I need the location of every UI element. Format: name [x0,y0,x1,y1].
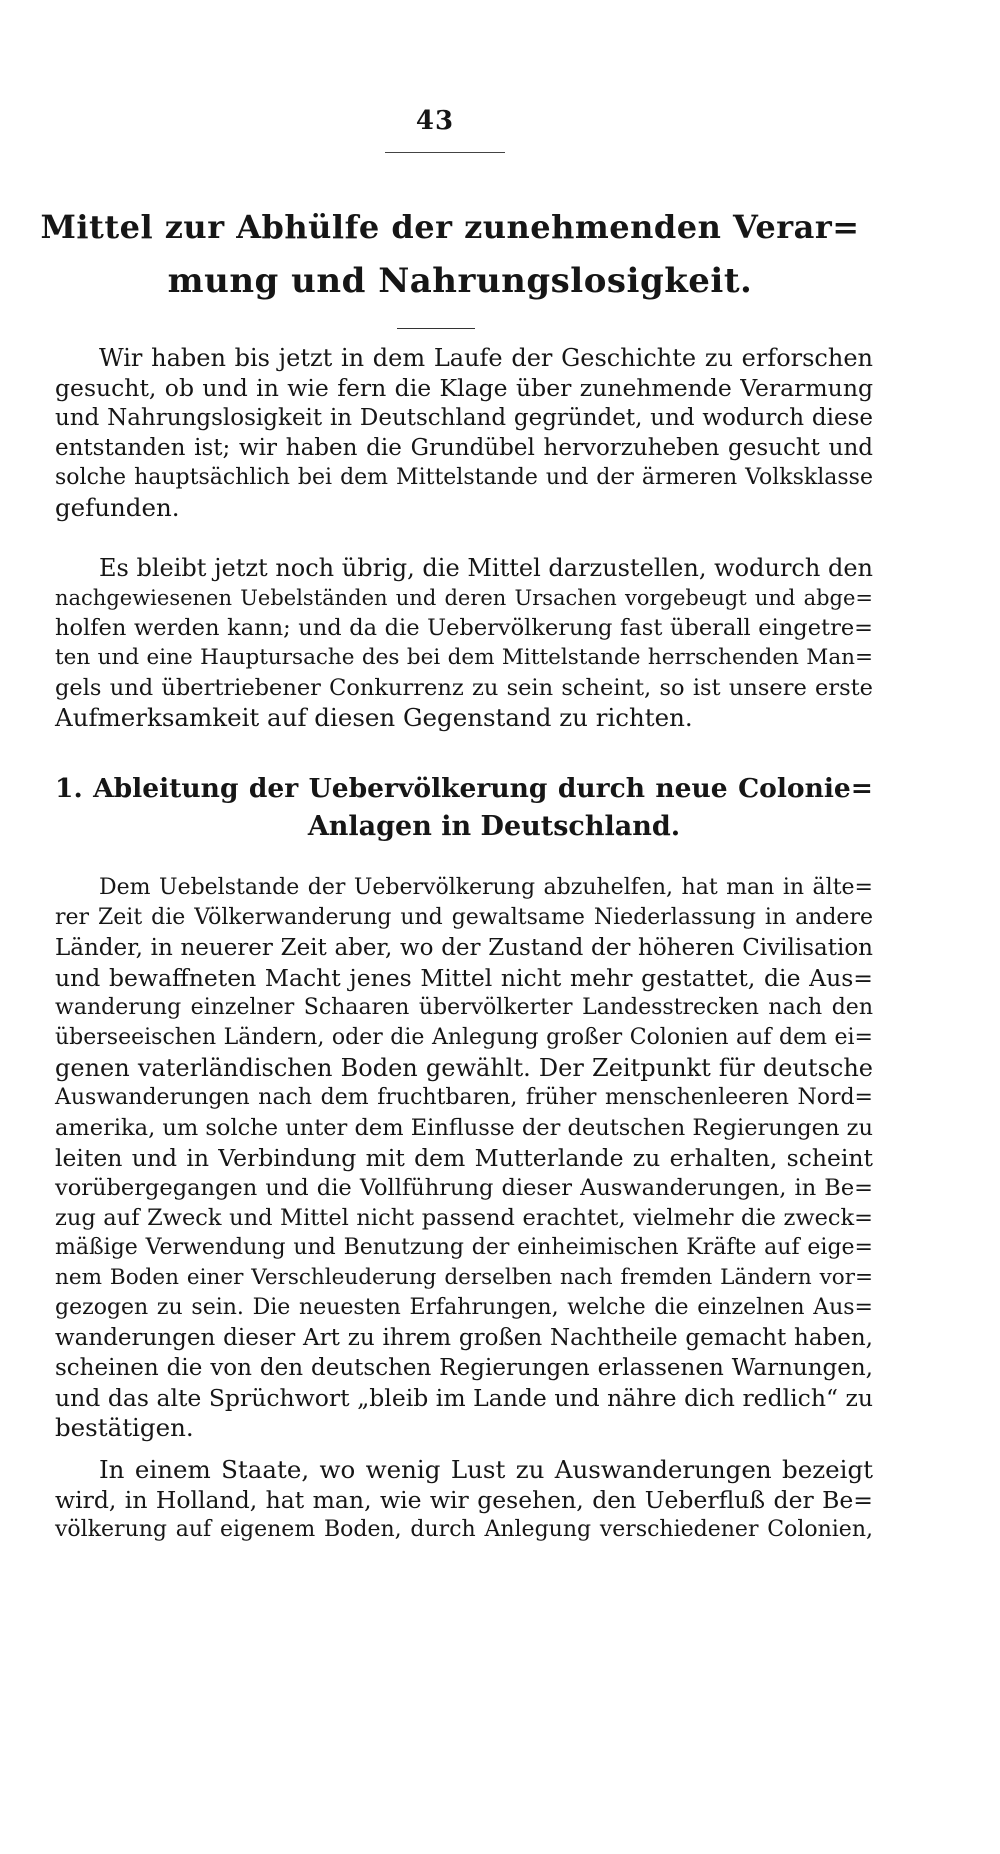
paragraph-3-line: überseeischen Ländern, oder die Anlegung großer Colonien auf dem ei= [55,1025,873,1050]
paragraph-2-line: holfen werden kann; und da die Uebervölkerung fast überall eingetre= [55,615,873,641]
paragraph-3-line: Dem Uebelstande der Uebervölkerung abzuhelfen, hat man in älte= [99,875,873,900]
paragraph-1-line: und Nahrungslosigkeit in Deutschland gegründet, und wodurch diese [55,405,873,431]
paragraph-2-line: ten und eine Hauptursache des bei dem Mittelstande herrschenden Man= [55,645,873,670]
paragraph-3 [55,873,873,1443]
chapter-title-line-2: mung und Nahrungslosigkeit. [167,261,753,301]
header-rule [385,152,505,153]
paragraph-3-line: amerika, um solche unter dem Einflusse der deutschen Regierungen zu [55,1115,873,1141]
section-heading-line-1: 1. Ableitung der Uebervölkerung durch neue Colonie= [55,773,873,804]
paragraph-3-line: und das alte Sprüchwort „bleib im Lande und nähre dich redlich“ zu [55,1384,873,1412]
paragraph-3-line: scheinen die von den deutschen Regierungen erlassenen Warnungen, [55,1355,873,1381]
paragraph-2 [55,553,873,733]
section-heading-line-2: Anlagen in Deutschland. [307,811,681,842]
paragraph-4-line: In einem Staate, wo wenig Lust zu Auswanderungen bezeigt [99,1455,873,1484]
paragraph-2-line: gels und übertriebener Conkurrenz zu sein scheint, so ist unsere erste [55,675,873,701]
title-rule [397,328,475,329]
paragraph-1-line: Wir haben bis jetzt in dem Laufe der Geschichte zu erforschen [99,344,873,372]
paragraph-3-line: mäßige Verwendung und Benutzung der einheimischen Kräfte auf eige= [55,1235,873,1260]
paragraph-3-line: Länder, in neuerer Zeit aber, wo der Zustand der höheren Civilisation [55,935,873,961]
paragraph-3-line: wanderung einzelner Schaaren übervölkerter Landesstrecken nach den [55,995,873,1020]
paragraph-2-line: Aufmerksamkeit auf diesen Gegenstand zu richten. [55,703,693,732]
section-heading [55,770,873,846]
paragraph-3-line: zug auf Zweck und Mittel nicht passend erachtet, vielmehr die zweck= [55,1205,873,1231]
paragraph-3-line: genen vaterländischen Boden gewählt. Der Zeitpunkt für deutsche [55,1054,873,1082]
paragraph-4-line: völkerung auf eigenem Boden, durch Anlegung verschiedener Colonien, [55,1517,873,1542]
paragraph-3-line: rer Zeit die Völkerwanderung und gewaltsame Niederlassung in andere [55,905,873,930]
paragraph-3-line: und bewaffneten Macht jenes Mittel nicht mehr gestattet, die Aus= [55,964,873,992]
paragraph-1-line: entstanden ist; wir haben die Grundübel hervorzuheben gesucht und [55,435,873,461]
paragraph-1-line: gesucht, ob und in wie fern die Klage über zunehmende Verarmung [55,374,873,402]
paragraph-1 [55,343,873,523]
paragraph-3-line: nem Boden einer Verschleuderung derselben nach fremden Ländern vor= [55,1265,873,1290]
paragraph-3-line: vorübergegangen und die Vollführung dieser Auswanderungen, in Be= [55,1175,873,1201]
chapter-title [40,200,860,308]
chapter-title-line-1: Mittel zur Abhülfe der zunehmenden Verar= [40,208,860,246]
paragraph-3-line: Auswanderungen nach dem fruchtbaren, früher menschenleeren Nord= [55,1085,873,1110]
paragraph-3-line: bestätigen. [55,1413,194,1442]
paragraph-1-line: gefunden. [55,493,180,522]
paragraph-3-line: leiten und in Verbindung mit dem Mutterlande zu erhalten, scheint [55,1144,873,1172]
paragraph-1-line: solche hauptsächlich bei dem Mittelstande und der ärmeren Volksklasse [55,465,873,490]
paragraph-3-line: wanderungen dieser Art zu ihrem großen Nachtheile gemacht haben, [55,1325,873,1351]
paragraph-2-line: nachgewiesenen Uebelständen und deren Ursachen vorgebeugt und abge= [55,586,873,610]
page-number: 43 [415,106,455,136]
paragraph-4-line: wird, in Holland, hat man, wie wir gesehen, den Ueberfluß der Be= [55,1486,873,1514]
paragraph-4 [55,1455,873,1545]
paragraph-2-line: Es bleibt jetzt noch übrig, die Mittel darzustellen, wodurch den [99,554,873,582]
paragraph-3-line: gezogen zu sein. Die neuesten Erfahrungen, welche die einzelnen Aus= [55,1295,873,1320]
